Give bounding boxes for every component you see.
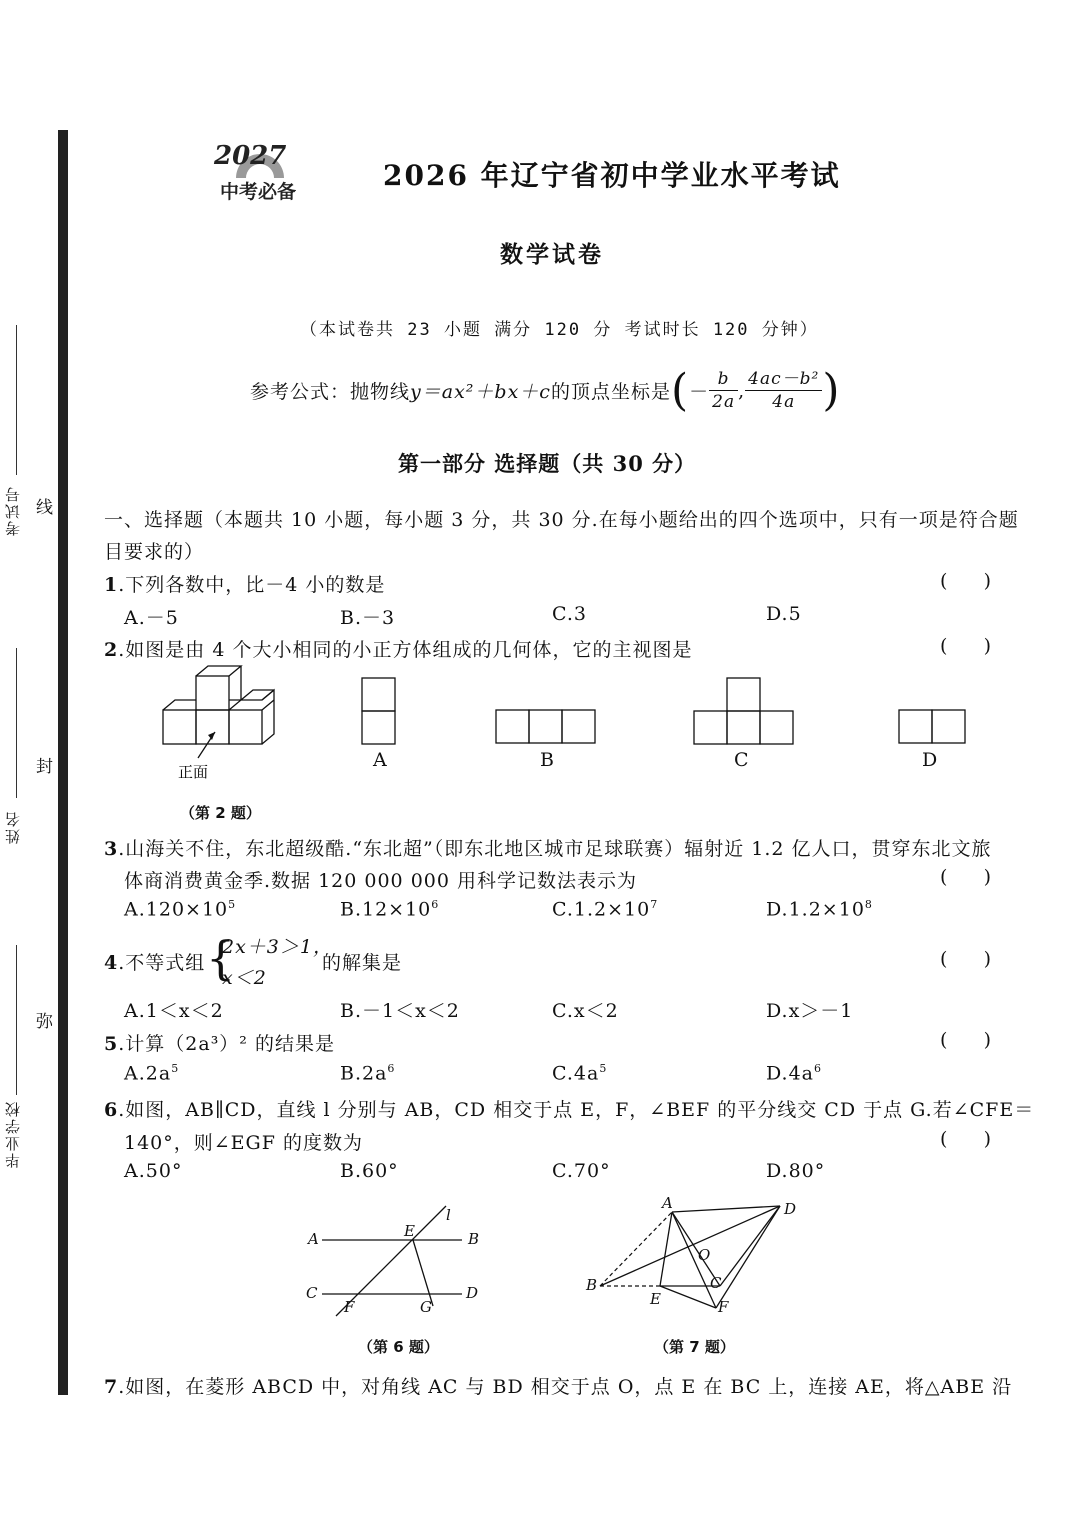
logo-badge: [208, 132, 308, 208]
q7-label-e: E: [650, 1290, 661, 1308]
q2-option-d: D: [922, 749, 939, 771]
field-school-line: [16, 945, 17, 1095]
q2-option-a: A: [373, 749, 388, 771]
q7-figure: [580, 1190, 810, 1330]
section-instructions-line1: 一、选择题（本题共 10 小题，每小题 3 分，共 30 分.在每小题给出的四个选项中，只有一项是符合题: [104, 509, 1019, 531]
q3-option-c-exp: 7: [650, 898, 659, 911]
binding-bar: [58, 130, 68, 1395]
q5-option-c-exp: 5: [599, 1062, 608, 1075]
q6-number: 6: [104, 1099, 119, 1121]
logo-year: 2027: [214, 141, 287, 171]
question-7: [104, 1372, 1012, 1399]
vertex-left-paren: (: [670, 364, 690, 416]
q6-label-f: F: [344, 1298, 355, 1316]
formula-mid: 的顶点坐标是: [550, 381, 671, 403]
seal-char-line: 线: [36, 498, 53, 518]
part-one-title: 第一部分 选择题（共 30 分）: [398, 451, 697, 476]
q2-option-c: C: [734, 749, 750, 771]
q3-option-a-base: A.120×10: [124, 898, 229, 921]
question-2: [104, 635, 692, 662]
logo-graphic: [208, 132, 308, 208]
q7-label-c: C: [710, 1274, 722, 1292]
q5-option-b-base: B.2a: [340, 1062, 388, 1085]
q1-answer-blank: ( ): [940, 570, 992, 592]
q2-number: 2: [104, 639, 119, 661]
q5-option-b: [340, 1062, 395, 1084]
q6-caption: （第 6 题）: [358, 1338, 439, 1356]
field-school: 毕业学校: [4, 1100, 22, 1168]
logo-text: 中考必备: [220, 181, 297, 203]
q5-option-d: [766, 1062, 822, 1084]
field-exam-number-line: [16, 325, 17, 475]
q6-label-e: E: [404, 1222, 415, 1240]
q3-option-a: [124, 898, 236, 920]
page-title: 2026 年辽宁省初中学业水平考试: [383, 159, 841, 192]
q7-caption: （第 7 题）: [654, 1338, 735, 1356]
q2-view-b: [494, 708, 598, 746]
q4-stem-post: 的解集是: [322, 952, 403, 974]
formula-equation: y＝ax²＋bx＋c: [410, 381, 551, 403]
q4-option-d: D.x＞－1: [766, 1000, 854, 1022]
section-instructions-line2: 目要求的）: [104, 541, 205, 563]
vertex-neg: －: [689, 381, 710, 403]
question-6-line1: [104, 1095, 1034, 1122]
q4-stem-pre: .不等式组: [118, 952, 206, 974]
q1-option-a: A.－5: [124, 607, 179, 629]
q3-option-c-base: C.1.2×10: [552, 898, 651, 921]
q6-answer-blank: ( ): [940, 1128, 992, 1150]
q4-brace: {: [206, 931, 236, 985]
q6-label-a: A: [308, 1230, 319, 1248]
q2-view-d: [897, 708, 969, 746]
q6-figure: [300, 1198, 500, 1328]
q3-number: 3: [104, 838, 119, 860]
vertex-y-num: 4ac－b²: [745, 368, 822, 391]
vertex-x-num: b: [709, 368, 738, 391]
q7-label-b: B: [586, 1276, 598, 1294]
q2-option-b: B: [540, 749, 555, 771]
q5-stem: .计算（2a³）² 的结果是: [118, 1033, 335, 1055]
q7-number: 7: [104, 1376, 119, 1398]
q3-option-b-exp: 6: [431, 898, 440, 911]
q6-option-a: A.50°: [124, 1160, 183, 1182]
q6-line2: 140°，则∠EGF 的度数为: [124, 1132, 363, 1154]
q2-answer-blank: ( ): [940, 635, 992, 657]
seal-char-close: 弥: [36, 1012, 53, 1032]
q2-view-a: [360, 676, 400, 746]
q7-label-d: D: [784, 1200, 797, 1218]
q3-line2: 体商消费黄金季.数据 120 000 000 用科学记数法表示为: [124, 870, 637, 892]
q3-option-b-base: B.12×10: [340, 898, 432, 921]
exam-info: （本试卷共 23 小题 满分 120 分 考试时长 120 分钟）: [300, 320, 819, 340]
q1-stem: .下列各数中，比－4 小的数是: [118, 574, 386, 596]
vertex-y-fraction: [745, 368, 822, 413]
q3-option-c: [552, 898, 658, 920]
q3-option-d-exp: 8: [864, 898, 873, 911]
q6-label-l: l: [446, 1206, 451, 1224]
q6-label-g: G: [420, 1298, 432, 1316]
q5-option-d-base: D.4a: [766, 1062, 815, 1085]
field-name-line: [16, 648, 17, 798]
q5-option-d-exp: 6: [814, 1062, 823, 1075]
q4-answer-blank: ( ): [940, 948, 992, 970]
q3-answer-blank: ( ): [940, 866, 992, 888]
q1-number: 1: [104, 574, 119, 596]
q6-label-b: B: [468, 1230, 480, 1248]
question-4: [104, 948, 205, 975]
q6-label-d: D: [466, 1284, 479, 1302]
q2-stem: .如图是由 4 个大小相同的小正方体组成的几何体，它的主视图是: [118, 639, 693, 661]
question-3-line1: [104, 834, 992, 861]
seal-char-seal: 封: [36, 757, 53, 777]
q3-option-d: [766, 898, 873, 920]
q2-caption: （第 2 题）: [180, 804, 261, 822]
q4-option-a: A.1＜x＜2: [124, 1000, 224, 1022]
reference-formula: [250, 364, 841, 416]
question-5: [104, 1029, 335, 1056]
formula-prefix: 参考公式：抛物线: [250, 381, 411, 403]
vertex-comma: ,: [738, 379, 746, 402]
q3-option-b: [340, 898, 439, 920]
q7-label-a: A: [662, 1194, 673, 1212]
question-1: [104, 570, 385, 597]
q4-inequality-2: x＜2: [222, 967, 267, 989]
q6-option-b: B.60°: [340, 1160, 399, 1182]
vertex-x-den: 2a: [712, 392, 736, 412]
vertex-y-den: 4a: [772, 392, 796, 412]
q4-number: 4: [104, 952, 119, 974]
q3-option-a-exp: 5: [228, 898, 237, 911]
page-subtitle: 数学试卷: [500, 241, 604, 268]
field-name: 姓名: [4, 810, 22, 844]
vertex-x-fraction: [709, 368, 738, 413]
q2-front-label: 正面: [178, 763, 209, 781]
q6-option-c: C.70°: [552, 1160, 611, 1182]
q5-option-a-exp: 5: [171, 1062, 180, 1075]
vertex-right-paren: ): [822, 364, 841, 416]
q5-answer-blank: ( ): [940, 1029, 992, 1051]
q5-option-c-base: C.4a: [552, 1062, 600, 1085]
q1-option-c: C.3: [552, 603, 587, 625]
q7-label-f: F: [718, 1298, 729, 1316]
q7-line1: .如图，在菱形 ABCD 中，对角线 AC 与 BD 相交于点 O，点 E 在 BC 上，连接 AE，将△ABE 沿: [118, 1376, 1013, 1398]
q5-option-a-base: A.2a: [124, 1062, 172, 1085]
q3-option-d-base: D.1.2×10: [766, 898, 865, 921]
q2-solid-figure: [150, 660, 290, 790]
q5-option-b-exp: 6: [387, 1062, 396, 1075]
q2-view-c: [692, 676, 796, 746]
q4-inequality-1: 2x＋3＞1，: [222, 936, 333, 958]
q4-option-b: B.－1＜x＜2: [340, 1000, 460, 1022]
q4-option-c: C.x＜2: [552, 1000, 619, 1022]
q6-line1: .如图，AB∥CD，直线 l 分别与 AB，CD 相交于点 E，F，∠BEF 的平分线交 CD 于点 G.若∠CFE＝: [118, 1099, 1035, 1121]
q6-option-d: D.80°: [766, 1160, 826, 1182]
q6-label-c: C: [306, 1284, 318, 1302]
field-exam-number: 考试号: [4, 485, 22, 536]
q1-option-d: D.5: [766, 603, 802, 625]
q5-option-c: [552, 1062, 607, 1084]
q5-option-a: [124, 1062, 179, 1084]
q3-line1: .山海关不住，东北超级酷.“东北超”（即东北地区城市足球联赛）辐射近 1.2 亿人口，贯穿东北文旅: [118, 838, 992, 860]
q7-label-o: O: [698, 1246, 711, 1264]
q1-option-b: B.－3: [340, 607, 396, 629]
q5-number: 5: [104, 1033, 119, 1055]
